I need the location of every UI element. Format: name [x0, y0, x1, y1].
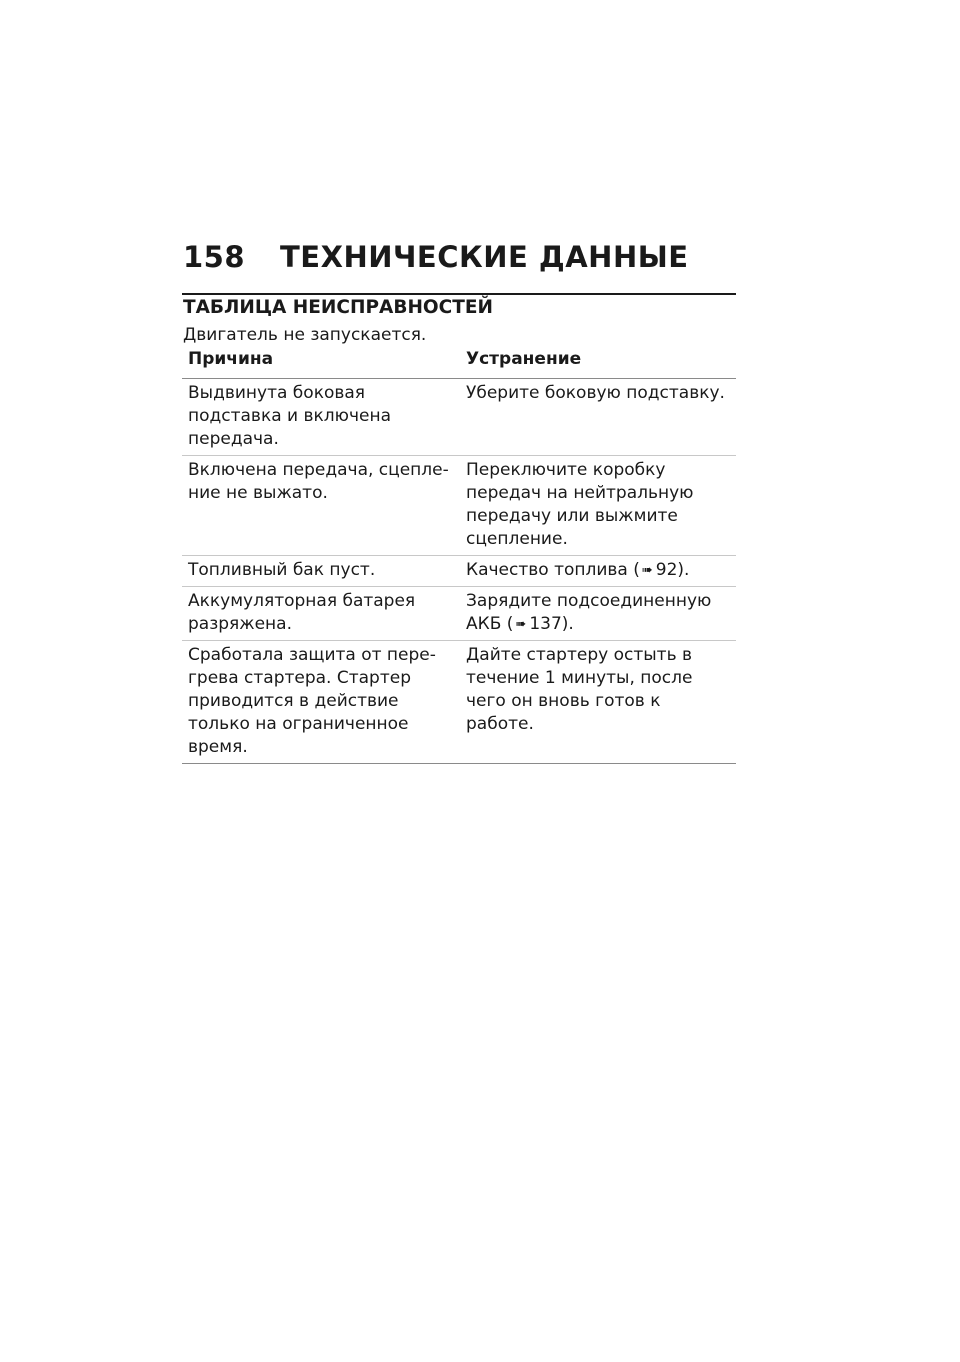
- cause-cell: Сработала защита от перегрева стартера. Стартер приводится в действие только на ограниченное время.: [182, 641, 460, 764]
- remedy-cell: [460, 587, 736, 641]
- remedy-text-suffix: ).: [677, 560, 690, 580]
- table-row: [182, 456, 736, 556]
- table-row: [182, 587, 736, 641]
- cause-cell: Топливный бак пуст.: [182, 556, 460, 587]
- page-number: 158: [183, 240, 246, 274]
- column-header-remedy: Устранение: [460, 346, 736, 379]
- arrow-right-icon: ➠: [641, 563, 653, 578]
- chapter-title: ТЕХНИЧЕСКИЕ ДАННЫЕ: [280, 240, 689, 274]
- remedy-text-suffix: ).: [561, 614, 574, 634]
- table-row: [182, 556, 736, 587]
- table-row: [182, 379, 736, 456]
- remedy-cell: Переключите коробку передач на нейтральную передачу или выжмите сцепление.: [460, 456, 736, 556]
- column-header-cause: Причина: [182, 346, 460, 379]
- intro-text: Двигатель не запускается.: [183, 325, 427, 345]
- remedy-cell: Уберите боковую подставку.: [460, 379, 736, 456]
- page-header: [183, 240, 743, 280]
- remedy-text: Качество топлива (: [466, 560, 640, 580]
- page-reference-link[interactable]: 137: [529, 614, 562, 634]
- table-row: [182, 641, 736, 764]
- page-reference-link[interactable]: 92: [655, 560, 678, 580]
- cause-cell: Включена передача, сцепление не выжато.: [182, 456, 460, 556]
- arrow-right-icon: ➠: [515, 617, 527, 632]
- remedy-text: Зарядите подсоединенную АКБ (: [466, 591, 712, 634]
- cause-cell: Выдвинута боковая подставка и включена передача.: [182, 379, 460, 456]
- remedy-cell: [460, 556, 736, 587]
- cause-cell: Аккумуляторная батарея разряжена.: [182, 587, 460, 641]
- remedy-cell: Дайте стартеру остыть в течение 1 минуты, после чего он вновь готов к работе.: [460, 641, 736, 764]
- fault-table: [182, 346, 736, 764]
- section-title: ТАБЛИЦА НЕИСПРАВНОСТЕЙ: [183, 297, 493, 318]
- table-header-row: [182, 346, 736, 379]
- section-divider: [182, 293, 736, 295]
